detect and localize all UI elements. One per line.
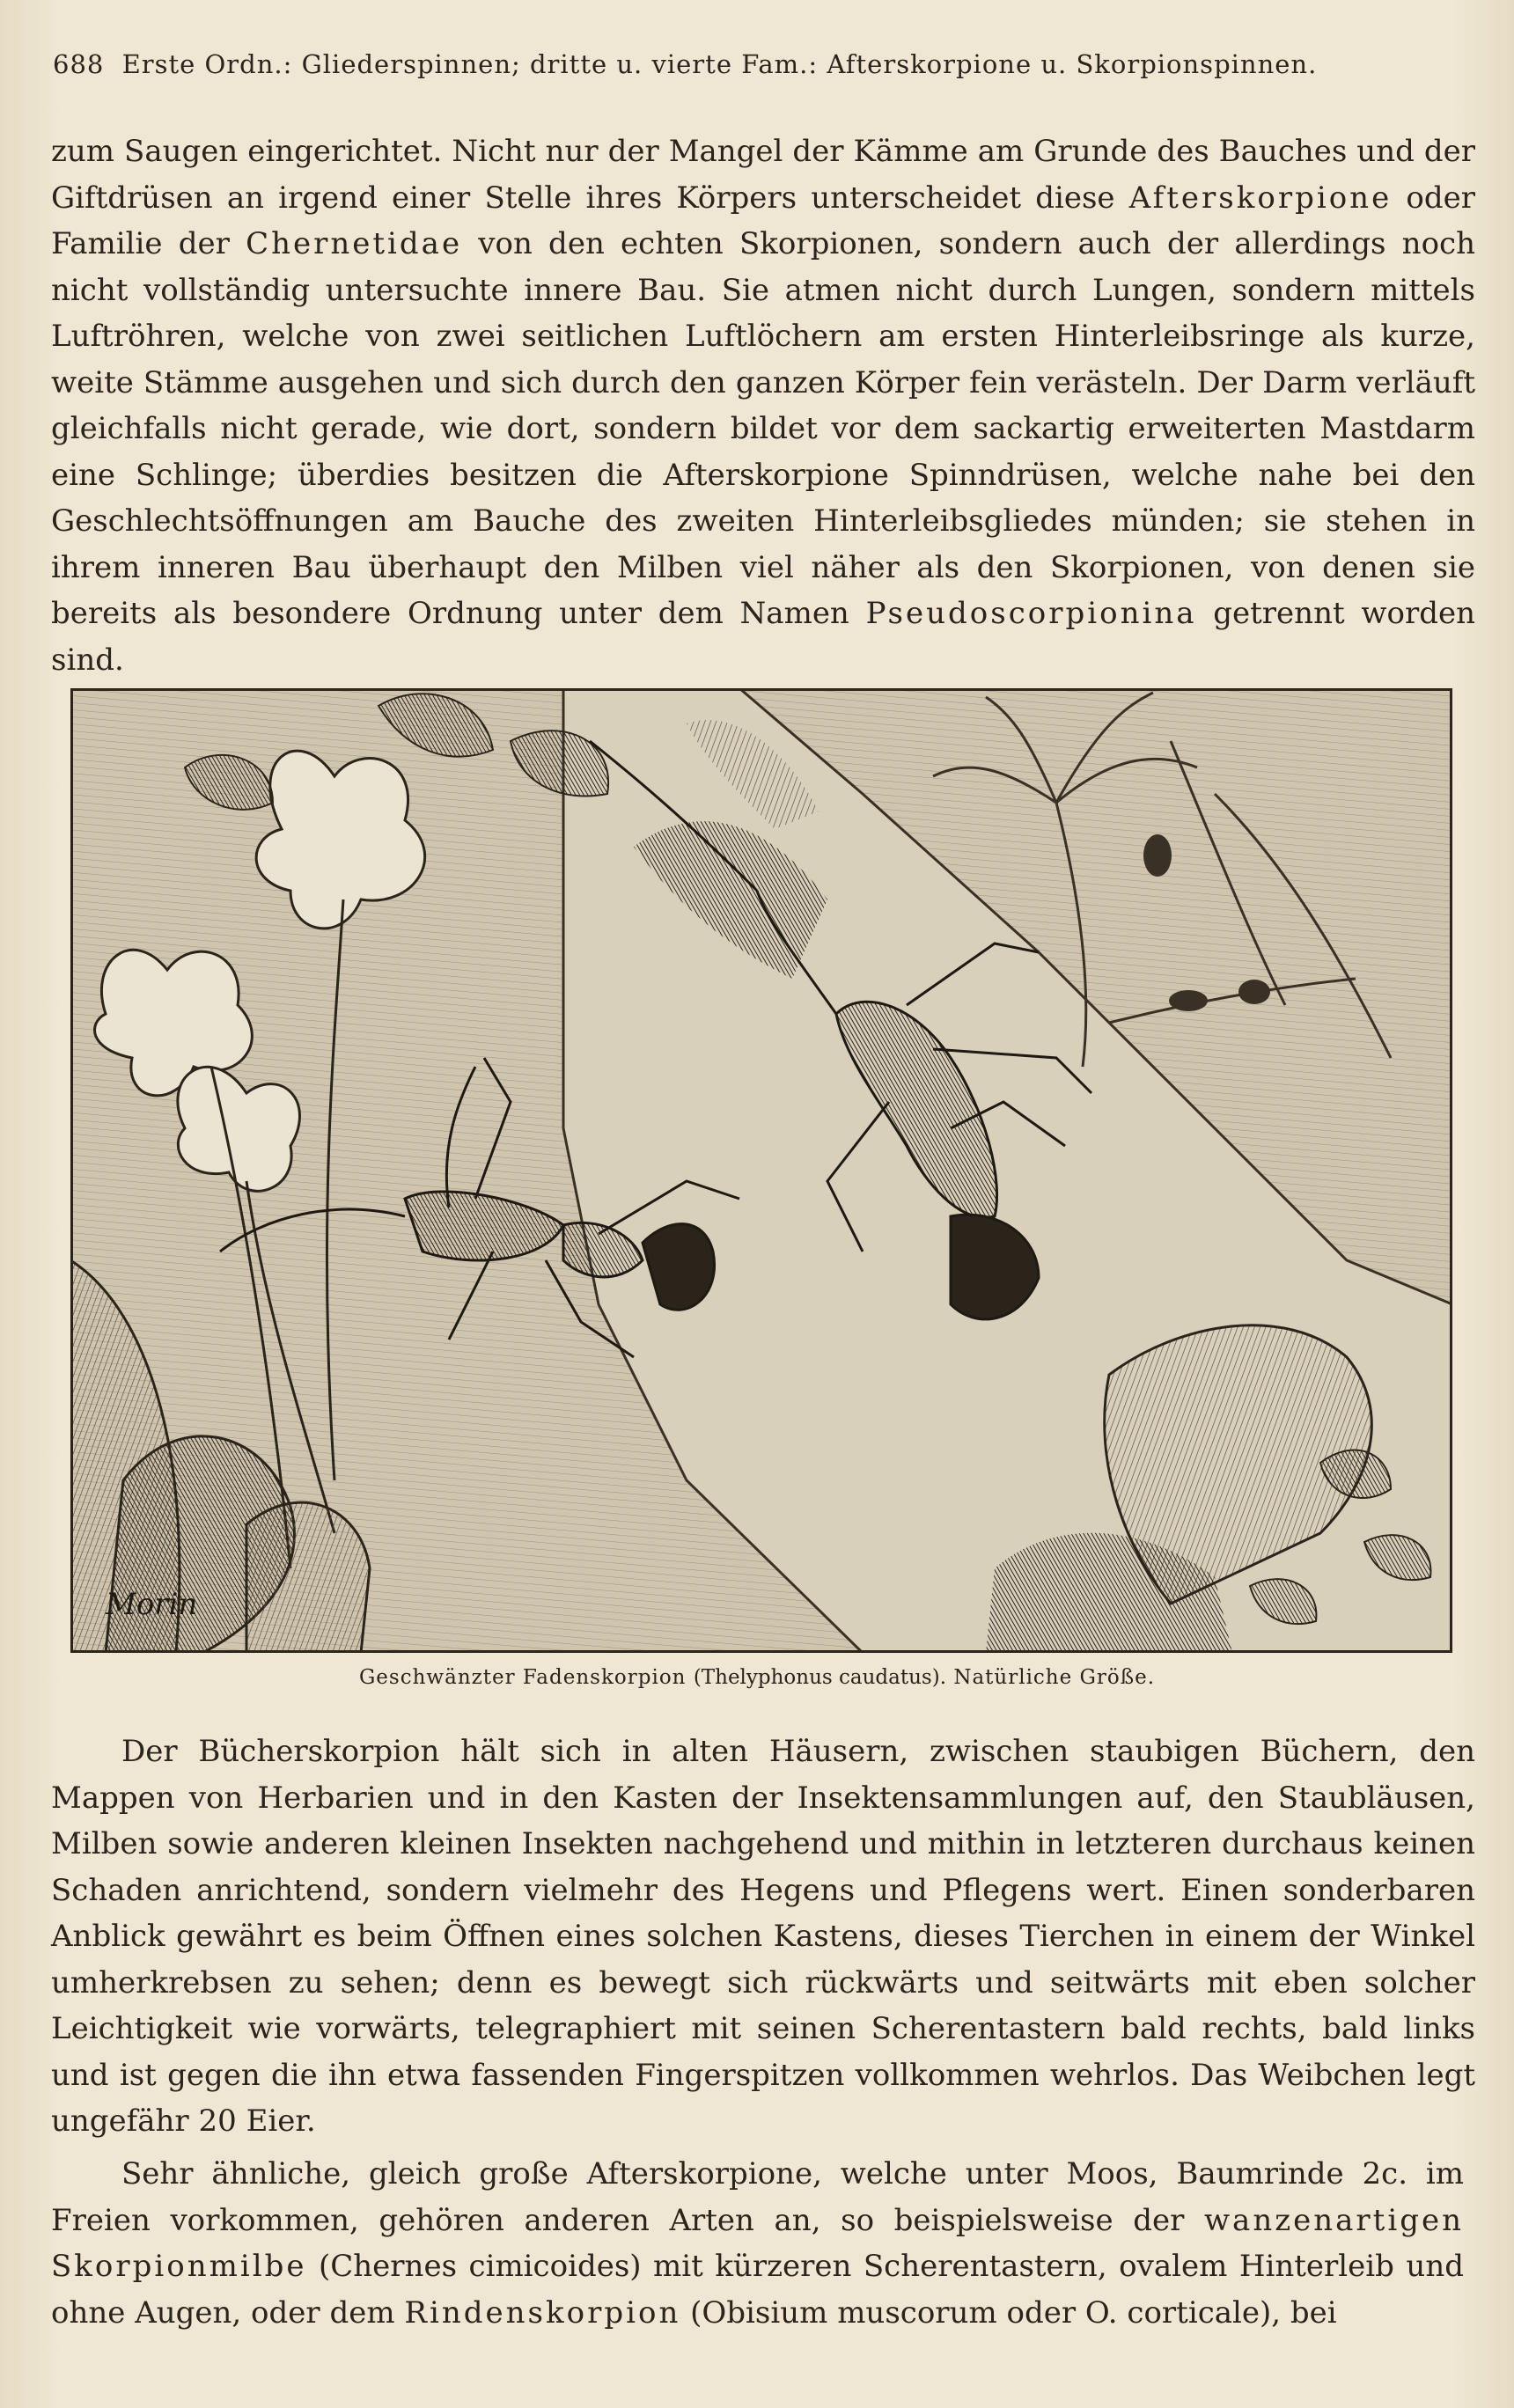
running-header: [53, 49, 1461, 84]
paragraph-buecherskorpion: Der Bücherskorpion hält sich in alten Häusern, zwischen staubigen Büchern, den Mappen von Herbarien und in den Kasten der Insektensammlungen auf, den Staubläusen, Milben sowie anderen kleinen Insekten nachgehend und mithin in letzteren durchaus keinen Schaden anrichtend, sondern vielmehr des Hegens und Pflegens wert. Einen sonderbaren Anblick gewährt es beim Öffnen eines solchen Kastens, dieses Tierchen in einem der Winkel umherkrebsen zu sehen; denn es bewegt sich rückwärts und seitwärts mit eben solcher Leichtigkeit wie vorwärts, telegraphiert mit seinen Scherentastern bald rechts, bald links und ist gegen die ihn etwa fassenden Fingerspitzen vollkommen wehrlos. Das Weibchen legt ungefähr 20 Eier.: [51, 1734, 1475, 2139]
caption-latin: (Thelyphonus caudatus).: [693, 1666, 947, 1689]
caption-german: Geschwänzter Fadenskorpion: [358, 1666, 687, 1689]
p3-text-c: (Obisium muscorum oder O. corticale), bei: [680, 2294, 1337, 2331]
paragraph-other-species: [51, 2151, 1464, 2336]
page-number: 688: [53, 49, 105, 79]
running-title: Erste Ordn.: Gliederspinnen; dritte u. vierte Fam.: Afterskorpione u. Skorpionspinnen.: [121, 49, 1318, 79]
p1-text-d: getrennt worden sind.: [51, 596, 1475, 678]
p3-text-a: Sehr ähnliche, gleich große Afterskorpione, welche unter Moos, Baumrinde 2c. im Freien vorkommen, gehören anderen Arten an, so beispielsweise der: [51, 2156, 1464, 2238]
p1-text-c: von den echten Skorpionen, sondern auch der allerdings noch nicht vollständig untersuchte innere Bau. Sie atmen nicht durch Lungen, sondern mittels Luftröhren, welche von zwei seitlichen Luftlöchern am ersten Hinterleibsringe als kurze, weite Stämme ausgehen und sich durch den ganzen Körper fein verästeln. Der Darm verläuft gleichfalls nicht gerade, wie dort, sondern bildet vor dem sackartig erweiterten Mastdarm eine Schlinge; überdies besitzen die Afterskorpione Spinndrüsen, welche nahe bei den Geschlechtsöffnungen am Bauche des zweiten Hinterleibsgliedes münden; sie stehen in ihrem inneren Bau überhaupt den Milben viel näher als den Skorpionen, von denen sie bereits als besondere Ordnung unter dem Namen: [51, 226, 1475, 631]
paragraph-chernetidae: [51, 128, 1475, 683]
p3-term-rindenskorpion: Rindenskorpion: [404, 2294, 681, 2331]
p1-text-a: zum Saugen eingerichtet. Nicht nur der Mangel der Kämme am Grunde des Bauches und der Giftdrüsen an irgend einer Stelle ihres Körpers unterscheidet diese: [51, 134, 1475, 216]
caption-note: Natürliche Größe.: [953, 1666, 1156, 1689]
p1-term-pseudoscorpionina: Pseudoscorpionina: [865, 596, 1197, 631]
p1-term-chernetidae: Chernetidae: [246, 226, 463, 261]
engraving-illustration: [70, 688, 1452, 1653]
artist-signature: Morin: [106, 1587, 198, 1622]
p3-text-b: (Chernes cimicoides) mit kürzeren Scherentastern, ovalem Hinterleib und ohne Augen, oder dem: [51, 2249, 1464, 2331]
p3-term-skorpionmilbe: wanzenartigen Skorpionmilbe: [51, 2202, 1464, 2284]
p1-text-b: oder Familie der: [51, 180, 1475, 261]
figure-caption: [0, 1666, 1514, 1689]
p1-term-afterskorpione: Afterskorpione: [1128, 180, 1393, 216]
